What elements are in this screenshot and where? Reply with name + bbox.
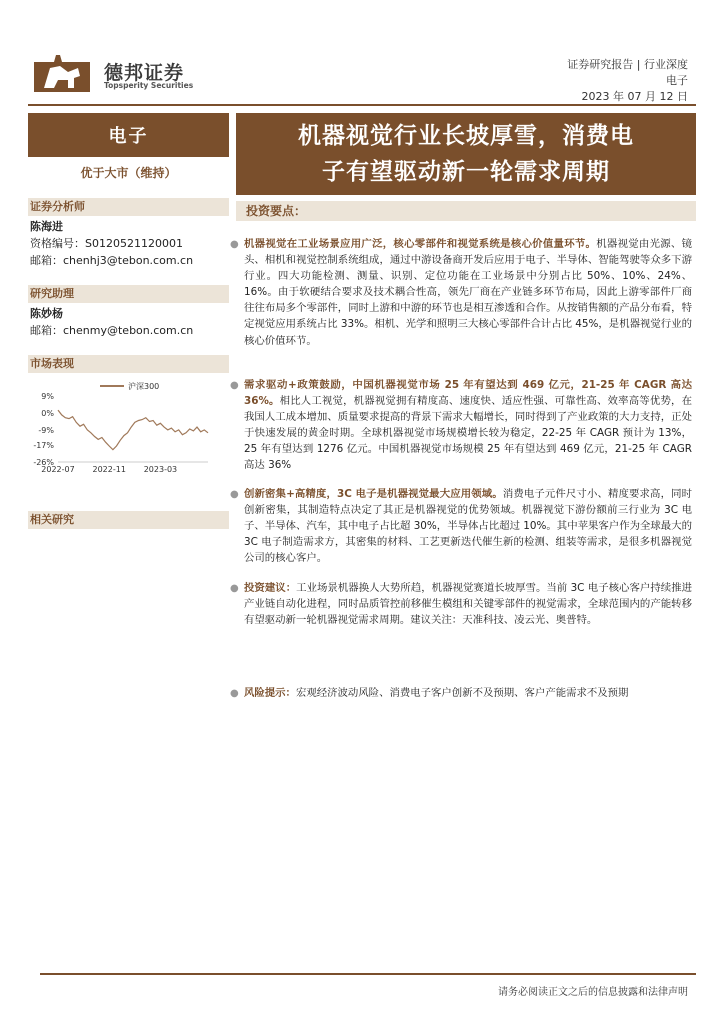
key-point-body: 相比人工视觉，机器视觉拥有精度高、速度快、适应性强、可靠性高、效率高等优势，在我国人工成本增加、质量要求提高的背景下需求大幅增长，同时得到了产业政策的大力支持，正处于快速发展的黄金时期。全球机器视觉市场规模增长较为稳定，22-25 年 CAGR 预计为 13%，25 年有望达到 1276 亿元。中国机器视觉市场规模 25 年有望达到 469 亿元，21-25 年 CAGR 高达 36% [244,395,692,472]
y-tick-label: -9% [38,425,54,435]
bullet-icon: ● [230,583,239,594]
key-point-body: 消费电子元件尺寸小、精度要求高，同时创新密集，其制造特点决定了其正是机器视觉的优势领域。机器视觉下游份额前三行业为 3C 电子、半导体、汽车，其中电子占比超 30%，半导体占比超过 10%。其中苹果客户作为全球最大的 3C 电子制造需求方，其密集的材料、工艺更新迭代催生新的检测、组装等需求，是很多机器视觉公司的核心客户。 [244,488,692,565]
assistant-heading: 研究助理 [28,285,229,303]
key-point-lead: 创新密集+高精度，3C 电子是机器视觉最大应用领域。 [244,488,503,500]
key-point-3 [230,486,692,566]
market-chart [28,378,229,482]
key-point-lead: 投资建议： [244,582,297,594]
market-heading: 市场表现 [28,355,229,373]
header-sector: 电子 [666,74,688,87]
rating: 优于大市（维持） [80,166,177,180]
y-tick-label: -26% [33,458,54,467]
bullet-icon: ● [230,380,239,391]
legend-label: 沪深300 [128,382,160,391]
bullet-icon: ● [230,239,239,250]
y-tick-label: 9% [41,392,54,401]
header-divider [28,104,696,106]
title-line-2: 子有望驱动新一轮需求周期 [322,159,610,185]
y-tick-label: 0% [41,408,54,418]
brand-name-cn: 德邦证券 [104,62,185,84]
assistant-name: 陈妙杨 [30,307,63,320]
x-tick-label: 2022-11 [92,465,126,474]
analyst-name: 陈海进 [30,220,63,233]
key-point-lead: 机器视觉在工业场景应用广泛，核心零部件和视觉系统是核心价值量环节。 [244,238,597,250]
invest-heading: 投资要点： [236,201,696,221]
key-point-2 [230,377,692,474]
key-point-4 [230,580,693,628]
bullet-icon: ● [230,489,239,500]
analyst-info [30,218,193,269]
key-point-body: 工业场景机器换人大势所趋，机器视觉赛道长坡厚雪。当前 3C 电子核心客户持续推进产业链自动化进程，同时品质管控前移催生模组和关键零部件的视觉需求，全球范围内的产能转移有望驱动新一轮机器视觉需求周期。建议关注：天准科技、凌云光、奥普特。 [244,582,693,627]
analyst-email[interactable]: 邮箱：chenhj3@tebon.com.cn [30,254,194,267]
report-type: 证券研究报告 | 行业深度 [567,58,688,71]
title-line-1: 机器视觉行业长坡厚雪，消费电 [298,123,634,149]
key-point-body: 机器视觉由光源、镜头、相机和视觉控制系统组成，通过中游设备商开发后应用于电子、半导体、智能驾驶等众多下游行业。四大功能检测、测量、识别、定位功能在工业场景中分别占比 50%、10%、24%、16%。由于软硬结合要求及技术耦合性高，领先厂商在产业链多环节布局，因此上游零部件厂商往往布局多个零部件，同时上游和中游的环节也是相互渗透和合作。从按销售额的产品分布看，特定视觉应用系统占比 33%。相机、光学和照明三大核心零部件合计占比 45%，是机器视觉行业的核心价值环节。 [244,238,692,347]
bullet-icon: ● [230,688,239,699]
y-tick-label: -17% [33,441,54,451]
assistant-email[interactable]: 邮箱：chenmy@tebon.com.cn [30,324,194,337]
analyst-heading: 证券分析师 [28,198,229,216]
report-date: 2023 年 07 月 12 日 [581,90,688,103]
key-point-lead: 需求驱动+政策鼓励，中国机器视觉市场 25 年有望达到 469 亿元，21-25 年 CAGR 高达 36%。 [244,379,692,408]
brand-name-en: Topsperity Securities [104,81,194,90]
report-title [236,113,696,195]
series-line-hs300 [58,410,208,450]
x-tick-label: 2022-07 [41,465,75,474]
key-point-body: 宏观经济波动风险、消费电子客户创新不及预期、客户产能需求不及预期 [295,687,629,699]
footer-divider [40,973,696,975]
key-point-lead: 风险提示： [244,687,296,699]
analyst-cert: 资格编号：S0120521120001 [30,237,183,250]
market-chart-svg [28,378,229,478]
assistant-info [30,305,193,339]
brand-logo [34,52,90,92]
industry-tag: 电子 [28,113,229,157]
key-point-1 [230,236,692,349]
x-tick-label: 2023-03 [143,465,178,474]
key-point-5 [230,685,692,701]
related-heading: 相关研究 [28,511,229,529]
footer-disclaimer: 请务必阅读正文之后的信息披露和法律声明 [498,987,688,998]
